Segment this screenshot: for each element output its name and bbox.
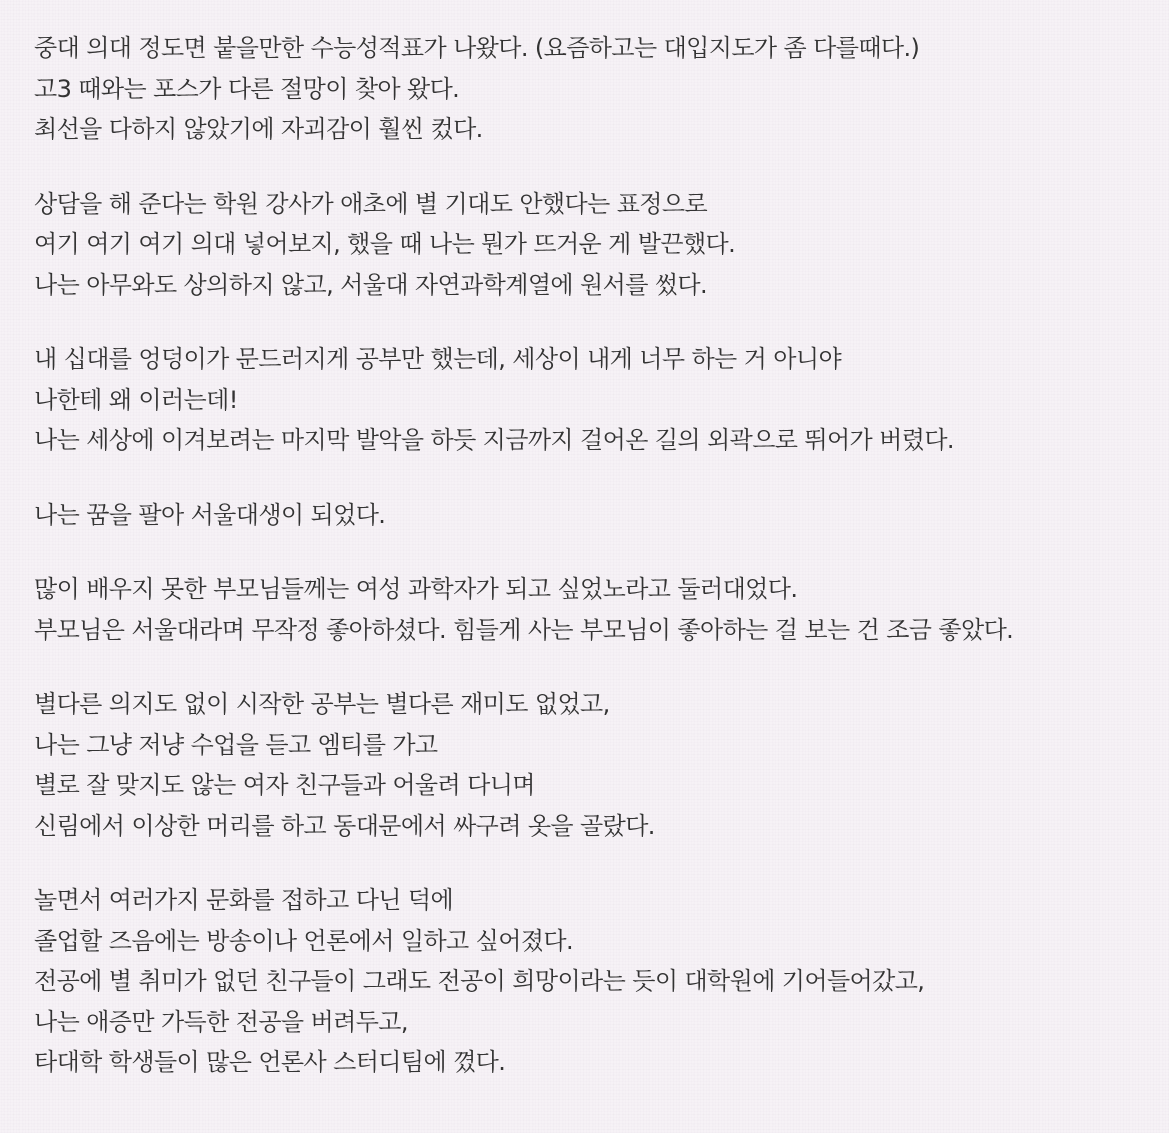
paragraph-6 xyxy=(34,684,1149,846)
text-line: 별다른 의지도 없이 시작한 공부는 별다른 재미도 없었고, xyxy=(34,690,610,718)
paragraph-3 xyxy=(34,339,1149,461)
text-line: 최선을 다하지 않았기에 자괴감이 훨씬 컸다. xyxy=(34,115,483,143)
text-line: 중대 의대 정도면 붙을만한 수능성적표가 나왔다. (요즘하고는 대입지도가 좀 다를때다.) xyxy=(34,34,920,62)
text-line: 상담을 해 준다는 학원 강사가 애초에 별 기대도 안했다는 표정으로 xyxy=(34,189,708,218)
text-line: 타대학 학생들이 많은 언론사 스터디팀에 꼈다. xyxy=(34,1048,506,1076)
paragraph-2 xyxy=(34,184,1149,306)
text-line: 별로 잘 맞지도 않는 여자 친구들과 어울려 다니며 xyxy=(34,771,535,799)
text-line: 나는 꿈을 팔아 서울대생이 되었다. xyxy=(34,500,386,529)
paragraph-1 xyxy=(34,28,1149,150)
text-line: 여기 여기 여기 의대 넣어보지, 했을 때 나는 뭔가 뜨거운 게 발끈했다. xyxy=(34,230,736,258)
text-line: 많이 배우지 못한 부모님들께는 여성 과학자가 되고 싶었노라고 둘러대었다. xyxy=(34,575,798,603)
text-line: 고3 때와는 포스가 다른 절망이 찾아 왔다. xyxy=(34,74,460,103)
text-line: 졸업할 즈음에는 방송이나 언론에서 일하고 싶어졌다. xyxy=(34,926,574,955)
text-line: 신림에서 이상한 머리를 하고 동대문에서 싸구려 옷을 골랐다. xyxy=(34,811,655,840)
text-line: 부모님은 서울대라며 무작정 좋아하셨다. 힘들게 사는 부모님이 좋아하는 걸 보는 건 조금 좋았다. xyxy=(34,615,1014,644)
text-line: 나는 아무와도 상의하지 않고, 서울대 자연과학계열에 원서를 썼다. xyxy=(34,270,708,299)
paragraph-4 xyxy=(34,495,1149,536)
text-line: 나는 애증만 가득한 전공을 버려두고, xyxy=(34,1007,408,1036)
text-line: 전공에 별 취미가 없던 친구들이 그래도 전공이 희망이라는 듯이 대학원에 기어들어갔고, xyxy=(34,967,925,995)
text-line: 내 십대를 엉덩이가 문드러지게 공부만 했는데, 세상이 내게 너무 하는 거 아니야 xyxy=(34,345,842,373)
paragraph-7 xyxy=(34,880,1149,1083)
text-line: 나는 세상에 이겨보려는 마지막 발악을 하듯 지금까지 걸어온 길의 외곽으로 뛰어가 버렸다. xyxy=(34,426,954,454)
text-line: 놀면서 여러가지 문화를 접하고 다닌 덕에 xyxy=(34,886,454,914)
text-line: 나한테 왜 이러는데! xyxy=(34,385,238,414)
paragraph-5 xyxy=(34,569,1149,650)
text-line: 나는 그냥 저냥 수업을 듣고 엠티를 가고 xyxy=(34,730,438,759)
